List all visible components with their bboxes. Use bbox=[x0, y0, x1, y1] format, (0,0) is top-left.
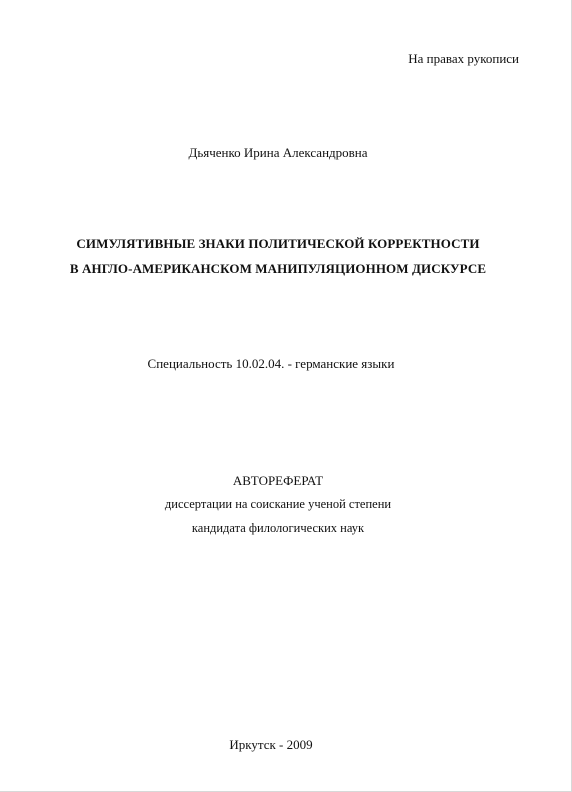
abstract-line-2: кандидата филологических наук bbox=[191, 521, 365, 535]
title-line-1: СИМУЛЯТИВНЫЕ ЗНАКИ ПОЛИТИЧЕСКОЙ КОРРЕКТНОСТИ bbox=[76, 236, 480, 251]
author-name: Дьяченко Ирина Александровна bbox=[188, 145, 368, 160]
specialty-line: Специальность 10.02.04. - германские языки bbox=[147, 356, 395, 371]
abstract-heading: АВТОРЕФЕРАТ bbox=[232, 473, 324, 488]
abstract-line-1: диссертации на соискание ученой степени bbox=[164, 497, 392, 511]
rights-note: На правах рукописи bbox=[408, 51, 519, 66]
title-line-2: В АНГЛО-АМЕРИКАНСКОМ МАНИПУЛЯЦИОННОМ ДИСКУРСЕ bbox=[69, 261, 487, 276]
place-year: Иркутск - 2009 bbox=[229, 737, 313, 752]
